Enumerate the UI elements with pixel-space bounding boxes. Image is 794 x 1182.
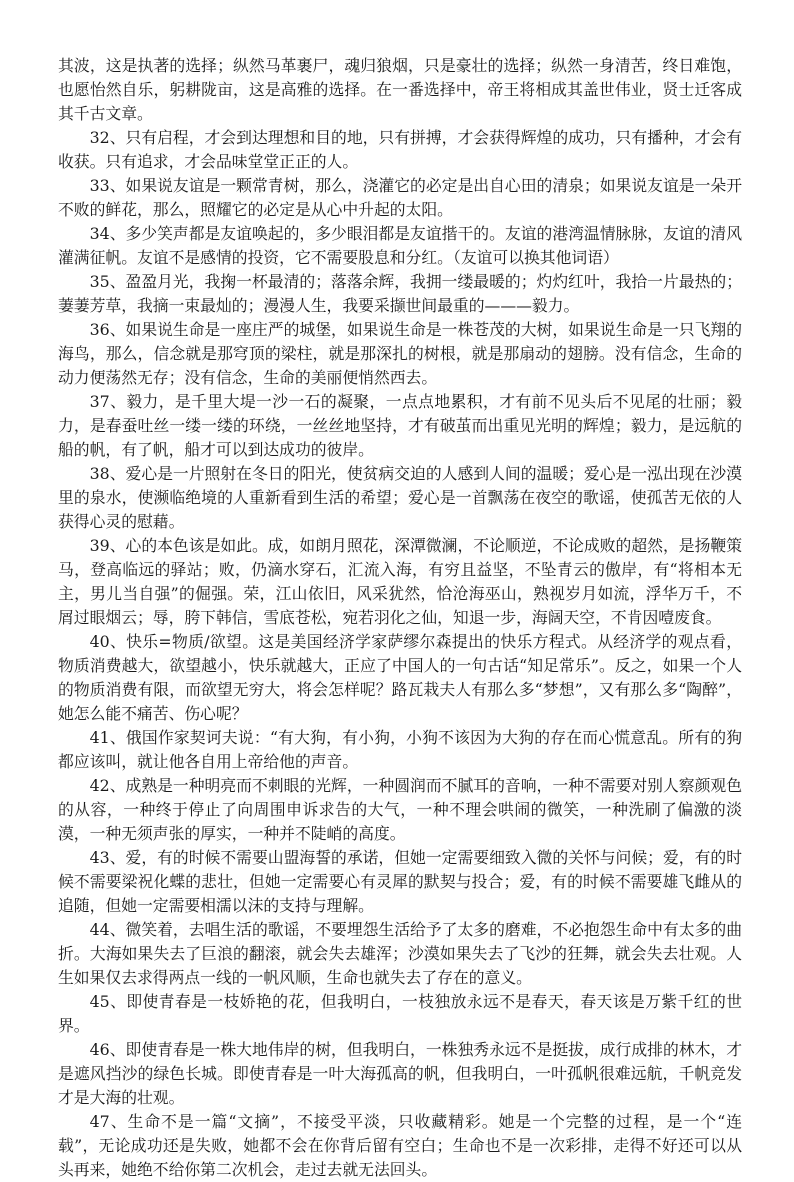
paragraph-37: 37、毅力，是千里大堤一沙一石的凝聚，一点点地累积，才有前不见头后不见尾的壮丽；毅力，是春蚕吐丝一缕一缕的环绕，一丝丝地坚持，才有破茧而出重见光明的辉煌；毅力，是远航的船的帆，有了帆，船才可以到达成功的彼岸。 bbox=[58, 392, 742, 459]
paragraph-44: 44、微笑着，去唱生活的歌谣，不要埋怨生活给予了太多的磨难，不必抱怨生命中有太多的曲折。大海如果失去了巨浪的翻滚，就会失去雄浑；沙漠如果失去了飞沙的狂舞，就会失去壮观。人生如果仅去求得两点一线的一帆风顺，生命也就失去了存在的意义。 bbox=[58, 920, 742, 987]
paragraph-42: 42、成熟是一种明亮而不刺眼的光辉，一种圆润而不腻耳的音响，一种不需要对别人察颜观色的从容，一种终于停止了向周围申诉求告的大气，一种不理会哄闹的微笑，一种洗刷了偏激的淡漠，一种无须声张的厚实，一种并不陡峭的高度。 bbox=[58, 776, 742, 843]
paragraph-43: 43、爱，有的时候不需要山盟海誓的承诺，但她一定需要细致入微的关怀与问候；爱，有的时候不需要梁祝化蝶的悲壮，但她一定需要心有灵犀的默契与投合；爱，有的时候不需要雄飞雌从的追随，但她一定需要相濡以沫的支持与理解。 bbox=[58, 848, 742, 915]
paragraph-34: 34、多少笑声都是友谊唤起的，多少眼泪都是友谊揩干的。友谊的港湾温情脉脉，友谊的清风灌满征帆。友谊不是感情的投资，它不需要股息和分红。（友谊可以换其他词语） bbox=[58, 224, 742, 267]
paragraph-continuation: 其波，这是执著的选择；纵然马革裹尸，魂归狼烟，只是豪壮的选择；纵然一身清苦，终日难饱，也愿怡然自乐，躬耕陇亩，这是高雅的选择。在一番选择中，帝王将相成其盖世伟业，贤士迁客成其千古文章。 bbox=[58, 56, 742, 123]
paragraph-45: 45、即使青春是一枝娇艳的花，但我明白，一枝独放永远不是春天，春天该是万紫千红的世界。 bbox=[58, 992, 742, 1035]
paragraph-40: 40、快乐=物质/欲望。这是美国经济学家萨缪尔森提出的快乐方程式。从经济学的观点看，物质消费越大，欲望越小，快乐就越大，正应了中国人的一句古话“知足常乐”。反之，如果一个人的物质消费有限，而欲望无穷大，将会怎样呢？路瓦栽夫人有那么多“梦想”，又有那么多“陶醉”，她怎么能不痛苦、伤心呢？ bbox=[58, 632, 742, 723]
paragraph-46: 46、即使青春是一株大地伟岸的树，但我明白，一株独秀永远不是挺拔，成行成排的林木，才是遮风挡沙的绿色长城。即使青春是一叶大海孤高的帆，但我明白，一叶孤帆很难远航，千帆竞发才是大海的壮观。 bbox=[58, 1040, 742, 1107]
paragraph-41: 41、俄国作家契诃夫说：“有大狗，有小狗，小狗不该因为大狗的存在而心慌意乱。所有的狗都应该叫，就让他各自用上帝给他的声音。 bbox=[58, 728, 742, 771]
paragraph-47: 47、生命不是一篇“文摘”，不接受平淡，只收藏精彩。她是一个完整的过程，是一个“连载”，无论成功还是失败，她都不会在你背后留有空白；生命也不是一次彩排，走得不好还可以从头再来，她绝不给你第二次机会，走过去就无法回头。 bbox=[58, 1112, 742, 1179]
paragraph-32: 32、只有启程，才会到达理想和目的地，只有拼搏，才会获得辉煌的成功，只有播种，才会有收获。只有追求，才会品味堂堂正正的人。 bbox=[58, 128, 742, 171]
paragraph-39: 39、心的本色该是如此。成，如朗月照花，深潭微澜，不论顺逆，不论成败的超然，是扬鞭策马，登高临远的驿站；败，仍滴水穿石，汇流入海，有穷且益坚，不坠青云的傲岸，有“将相本无主，男儿当自强”的倔强。荣，江山依旧，风采犹然，恰沧海巫山，熟视岁月如流，浮华万千，不屑过眼烟云；辱，胯下韩信，雪底苍松，宛若羽化之仙，知退一步，海阔天空，不肯因噎废食。 bbox=[58, 536, 742, 627]
paragraph-35: 35、盈盈月光，我掬一杯最清的；落落余辉，我拥一缕最暖的；灼灼红叶，我拾一片最热的；萋萋芳草，我摘一束最灿的；漫漫人生，我要采撷世间最重的———毅力。 bbox=[58, 272, 742, 315]
paragraph-38: 38、爱心是一片照射在冬日的阳光，使贫病交迫的人感到人间的温暖；爱心是一泓出现在沙漠里的泉水，使濒临绝境的人重新看到生活的希望；爱心是一首飘荡在夜空的歌谣，使孤苦无依的人获得心灵的慰藉。 bbox=[58, 464, 742, 531]
paragraph-33: 33、如果说友谊是一颗常青树，那么，浇灌它的必定是出自心田的清泉；如果说友谊是一朵开不败的鲜花，那么，照耀它的必定是从心中升起的太阳。 bbox=[58, 176, 742, 219]
paragraph-36: 36、如果说生命是一座庄严的城堡，如果说生命是一株苍茂的大树，如果说生命是一只飞翔的海鸟，那么，信念就是那穹顶的梁柱，就是那深扎的树根，就是那扇动的翅膀。没有信念，生命的动力便荡然无存；没有信念，生命的美丽便悄然西去。 bbox=[58, 320, 742, 387]
